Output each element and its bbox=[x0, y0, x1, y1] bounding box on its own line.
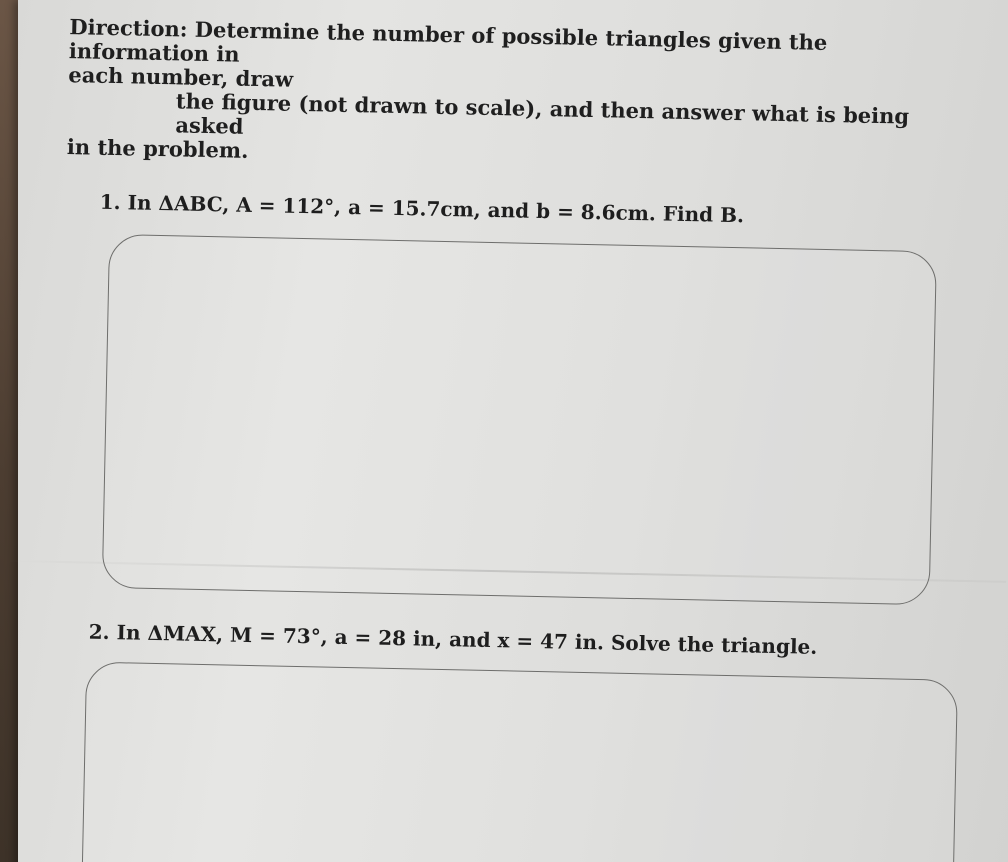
direction-line-1: Direction: Determine the number of possible triangles given the information in bbox=[68, 14, 828, 67]
direction-line-3: the figure (not drawn to scale), and then answer what is being asked bbox=[175, 88, 910, 139]
problem-1-text: 1. In ΔABC, A = 112°, a = 15.7cm, and b = 8.6cm. Find B. bbox=[99, 189, 745, 228]
problem-2-text: 2. In ΔMAX, M = 73°, a = 28 in, and x = 47 in. Solve the triangle. bbox=[88, 619, 818, 659]
direction-line-2: each number, draw bbox=[68, 62, 294, 92]
problem-2-answer-box[interactable] bbox=[81, 662, 958, 862]
problem-1-answer-box[interactable] bbox=[102, 234, 937, 605]
worksheet-paper bbox=[18, 0, 1008, 862]
direction-text bbox=[67, 15, 960, 178]
direction-line-4: in the problem. bbox=[66, 134, 249, 163]
